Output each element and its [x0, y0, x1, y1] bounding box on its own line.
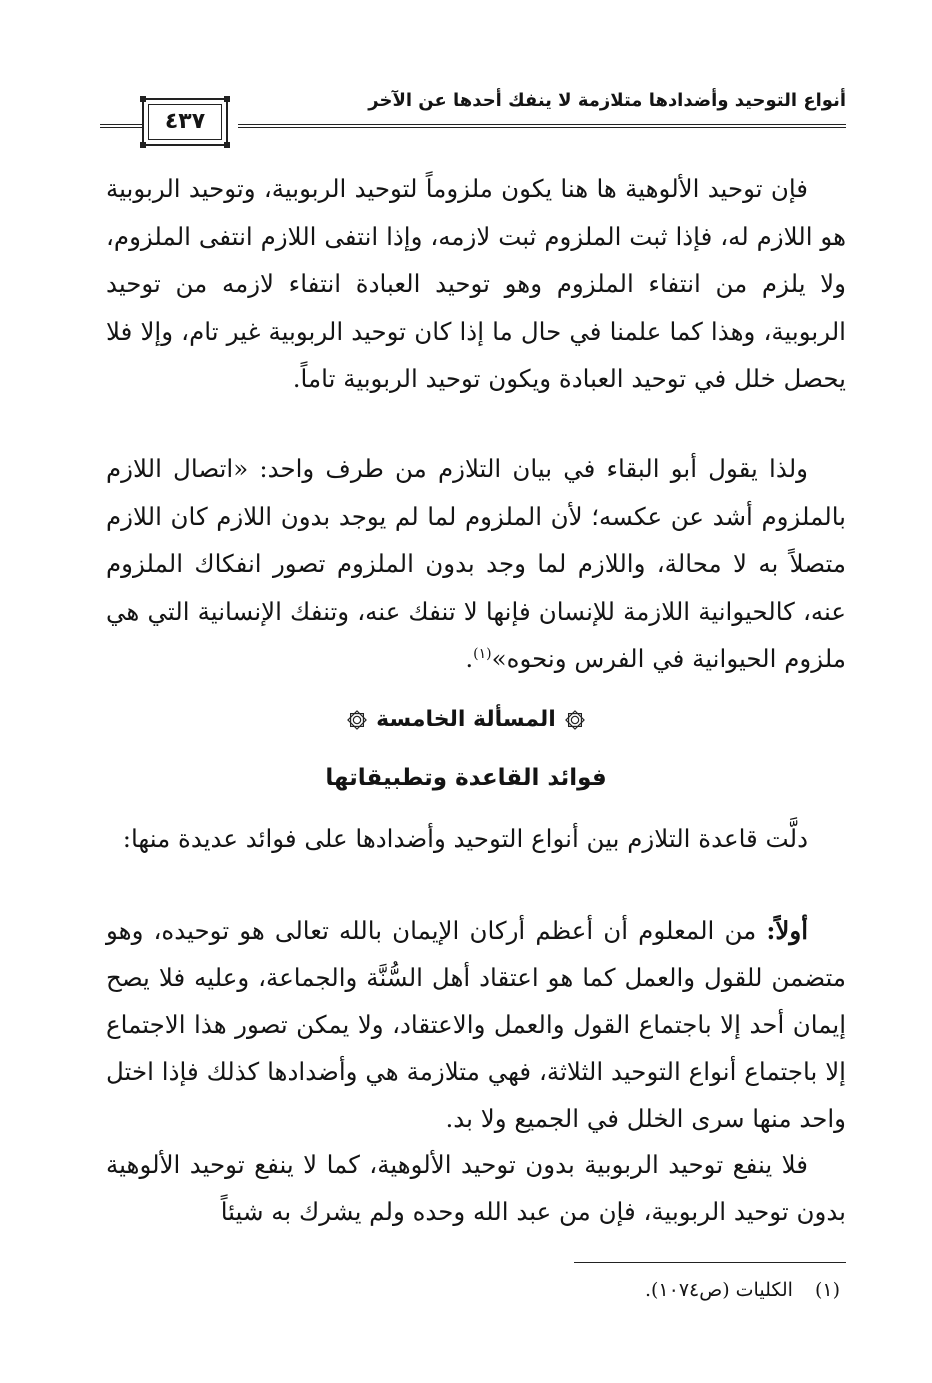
footnote-rule: [574, 1262, 846, 1263]
paragraph-end: .: [465, 644, 474, 673]
body-paragraph-block: [106, 1141, 846, 1235]
body-paragraph-block: [106, 815, 846, 863]
footnote-text: الكليات (ص١٠٧٤).: [644, 1279, 793, 1301]
quote-text: ولذا يقول أبو البقاء في بيان التلازم من طرف واحد: «اتصال اللازم بالملزوم أشد عن عكسه؛ لأن الملزوم لما لم يوجد بدون اللازم كان اللازم متصلاً به لا محالة، واللازم لما وجد بدون الملزوم تصور انفكاك الملزوم عنه، كالحيوانية اللازمة للإنسان فإنها لا تنفك عنه، وتنفك الإنسانية التي هي ملزوم الحيوانية في الفرس ونحوه»: [106, 454, 846, 673]
body-paragraph-block: [106, 907, 846, 1142]
footnote-reference[interactable]: (١): [473, 645, 492, 662]
frame-corner: [140, 96, 146, 102]
ornament-star-icon: [564, 709, 586, 731]
frame-corner: [224, 96, 230, 102]
body-paragraph-block: [106, 445, 846, 683]
paragraph: فإن توحيد الألوهية ها هنا يكون ملزوماً لتوحيد الربوبية، وتوحيد الربوبية هو اللازم له، فإذا ثبت الملزوم ثبت لازمه، وإذا انتفى اللازم انتفى الملزوم، ولا يلزم من انتفاء الملزوم وهو توحيد العبادة انتفاء لازمه من توحيد الربوبية، وهذا كما علمنا في حال ما إذا كان توحيد الربوبية غير تام، وإلا فلا يحصل خلل في توحيد العبادة ويكون توحيد الربوبية تاماً.: [106, 174, 846, 393]
ornament-star-icon: [346, 709, 368, 731]
frame-corner: [224, 142, 230, 148]
running-title: أنواع التوحيد وأضدادها متلازمة لا ينفك أحدها عن الآخر: [368, 90, 846, 111]
paragraph: فلا ينفع توحيد الربوبية بدون توحيد الألوهية، كما لا ينفع توحيد الألوهية بدون توحيد الربوبية، فإن من عبد الله وحده ولم يشرك به شيئاً: [106, 1150, 846, 1226]
footnote-number: (١): [814, 1279, 840, 1301]
frame-corner: [140, 142, 146, 148]
paragraph: دلَّت قاعدة التلازم بين أنواع التوحيد وأضدادها على فوائد عديدة منها:: [122, 824, 808, 853]
body-paragraph-block: [106, 165, 846, 403]
section-label: [0, 700, 932, 740]
paragraph-text: من المعلوم أن أعظم أركان الإيمان بالله تعالى هو توحيده، وهو متضمن للقول والعمل كما هو اعتقاد أهل السُّنَّة والجماعة، وعليه فلا يصح إيمان أحد إلا باجتماع القول والعمل والاعتقاد، ولا يمكن تصور هذا الاجتماع إلا باجتماع أنواع التوحيد الثلاثة، فهي متلازمة هي وأضدادها كذلك فإذا اختل واحد منها سرى الخلل في الجميع ولا بد.: [106, 916, 846, 1133]
paragraph-quote: [106, 445, 846, 683]
page-number-frame: [142, 98, 228, 146]
page-number: ٤٣٧: [164, 109, 206, 134]
section-title: فوائد القاعدة وتطبيقاتها: [325, 765, 607, 791]
section-label-text: المسألة الخامسة: [376, 707, 556, 732]
footnote: [240, 1272, 840, 1308]
header-rule-short: [100, 124, 142, 128]
paragraph: [106, 907, 846, 1142]
paragraph-lead: أولاً:: [766, 916, 808, 945]
header-rule: [238, 124, 846, 128]
